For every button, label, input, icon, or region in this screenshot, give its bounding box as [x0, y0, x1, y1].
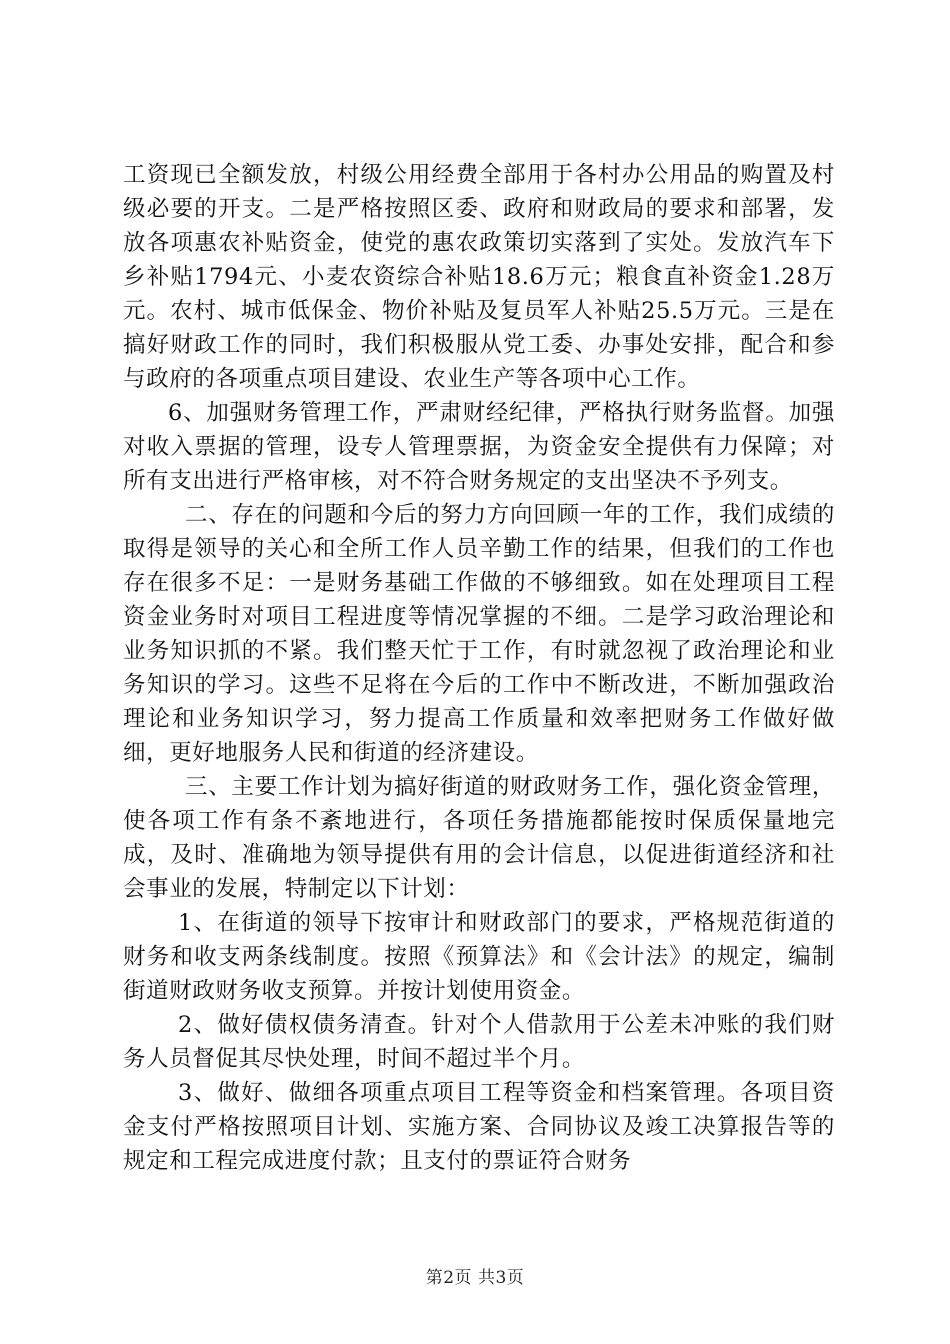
paragraph-plan-1: 1、在街道的领导下按审计和财政部门的要求，严格规范街道的财务和收支两条线制度。按照《预算法》和《会计法》的规定，编制街道财政财务收支预算。并按计划使用资金。: [123, 910, 835, 1004]
paragraph-continuation: 工资现已全额发放，村级公用经费全部用于各村办公用品的购置及村级必要的开支。二是严格按照区委、政府和财政局的要求和部署，发放各项惠农补贴资金，使党的惠农政策切实落到了实处。发放汽车下乡补贴1794元、小麦农资综合补贴18.6万元；粮食直补资金1.28万元。农村、城市低保金、物价补贴及复员军人补贴25.5万元。三是在搞好财政工作的同时，我们积极服从党工委、办事处安排，配合和参与政府的各项重点项目建设、农业生产等各项中心工作。: [123, 162, 835, 392]
page-footer: 第2页 共3页: [425, 1268, 525, 1288]
paragraph-item-6: 6、加强财务管理工作，严肃财经纪律，严格执行财务监督。加强对收入票据的管理，设专人管理票据，为资金安全提供有力保障；对所有支出进行严格审核，对不符合财务规定的支出坚决不予列支。: [123, 400, 835, 494]
paragraph-section-2: 二、存在的问题和今后的努力方向回顾一年的工作，我们成绩的取得是领导的关心和全所工作人员辛勤工作的结果，但我们的工作也存在很多不足：一是财务基础工作做的不够细致。如在处理项目工程资金业务时对项目工程进度等情况掌握的不细。二是学习政治理论和业务知识抓的不紧。我们整天忙于工作，有时就忽视了政治理论和业务知识的学习。这些不足将在今后的工作中不断改进，不断加强政治理论和业务知识学习，努力提高工作质量和效率把财务工作做好做细，更好地服务人民和街道的经济建设。: [123, 502, 835, 766]
paragraph-plan-2: 2、做好债权债务清查。针对个人借款用于公差未冲账的我们财务人员督促其尽快处理，时间不超过半个月。: [123, 1012, 835, 1072]
paragraph-plan-3: 3、做好、做细各项重点项目工程等资金和档案管理。各项目资金支付严格按照项目计划、实施方案、合同协议及竣工决算报告等的规定和工程完成进度付款；且支付的票证符合财务: [123, 1080, 835, 1174]
document-body: [123, 158, 835, 1178]
paragraph-section-3: 三、主要工作计划为搞好街道的财政财务工作，强化资金管理，使各项工作有条不紊地进行，各项任务措施都能按时保质保量地完成，及时、准确地为领导提供有用的会计信息，以促进街道经济和社会事业的发展，特制定以下计划：: [123, 774, 835, 902]
